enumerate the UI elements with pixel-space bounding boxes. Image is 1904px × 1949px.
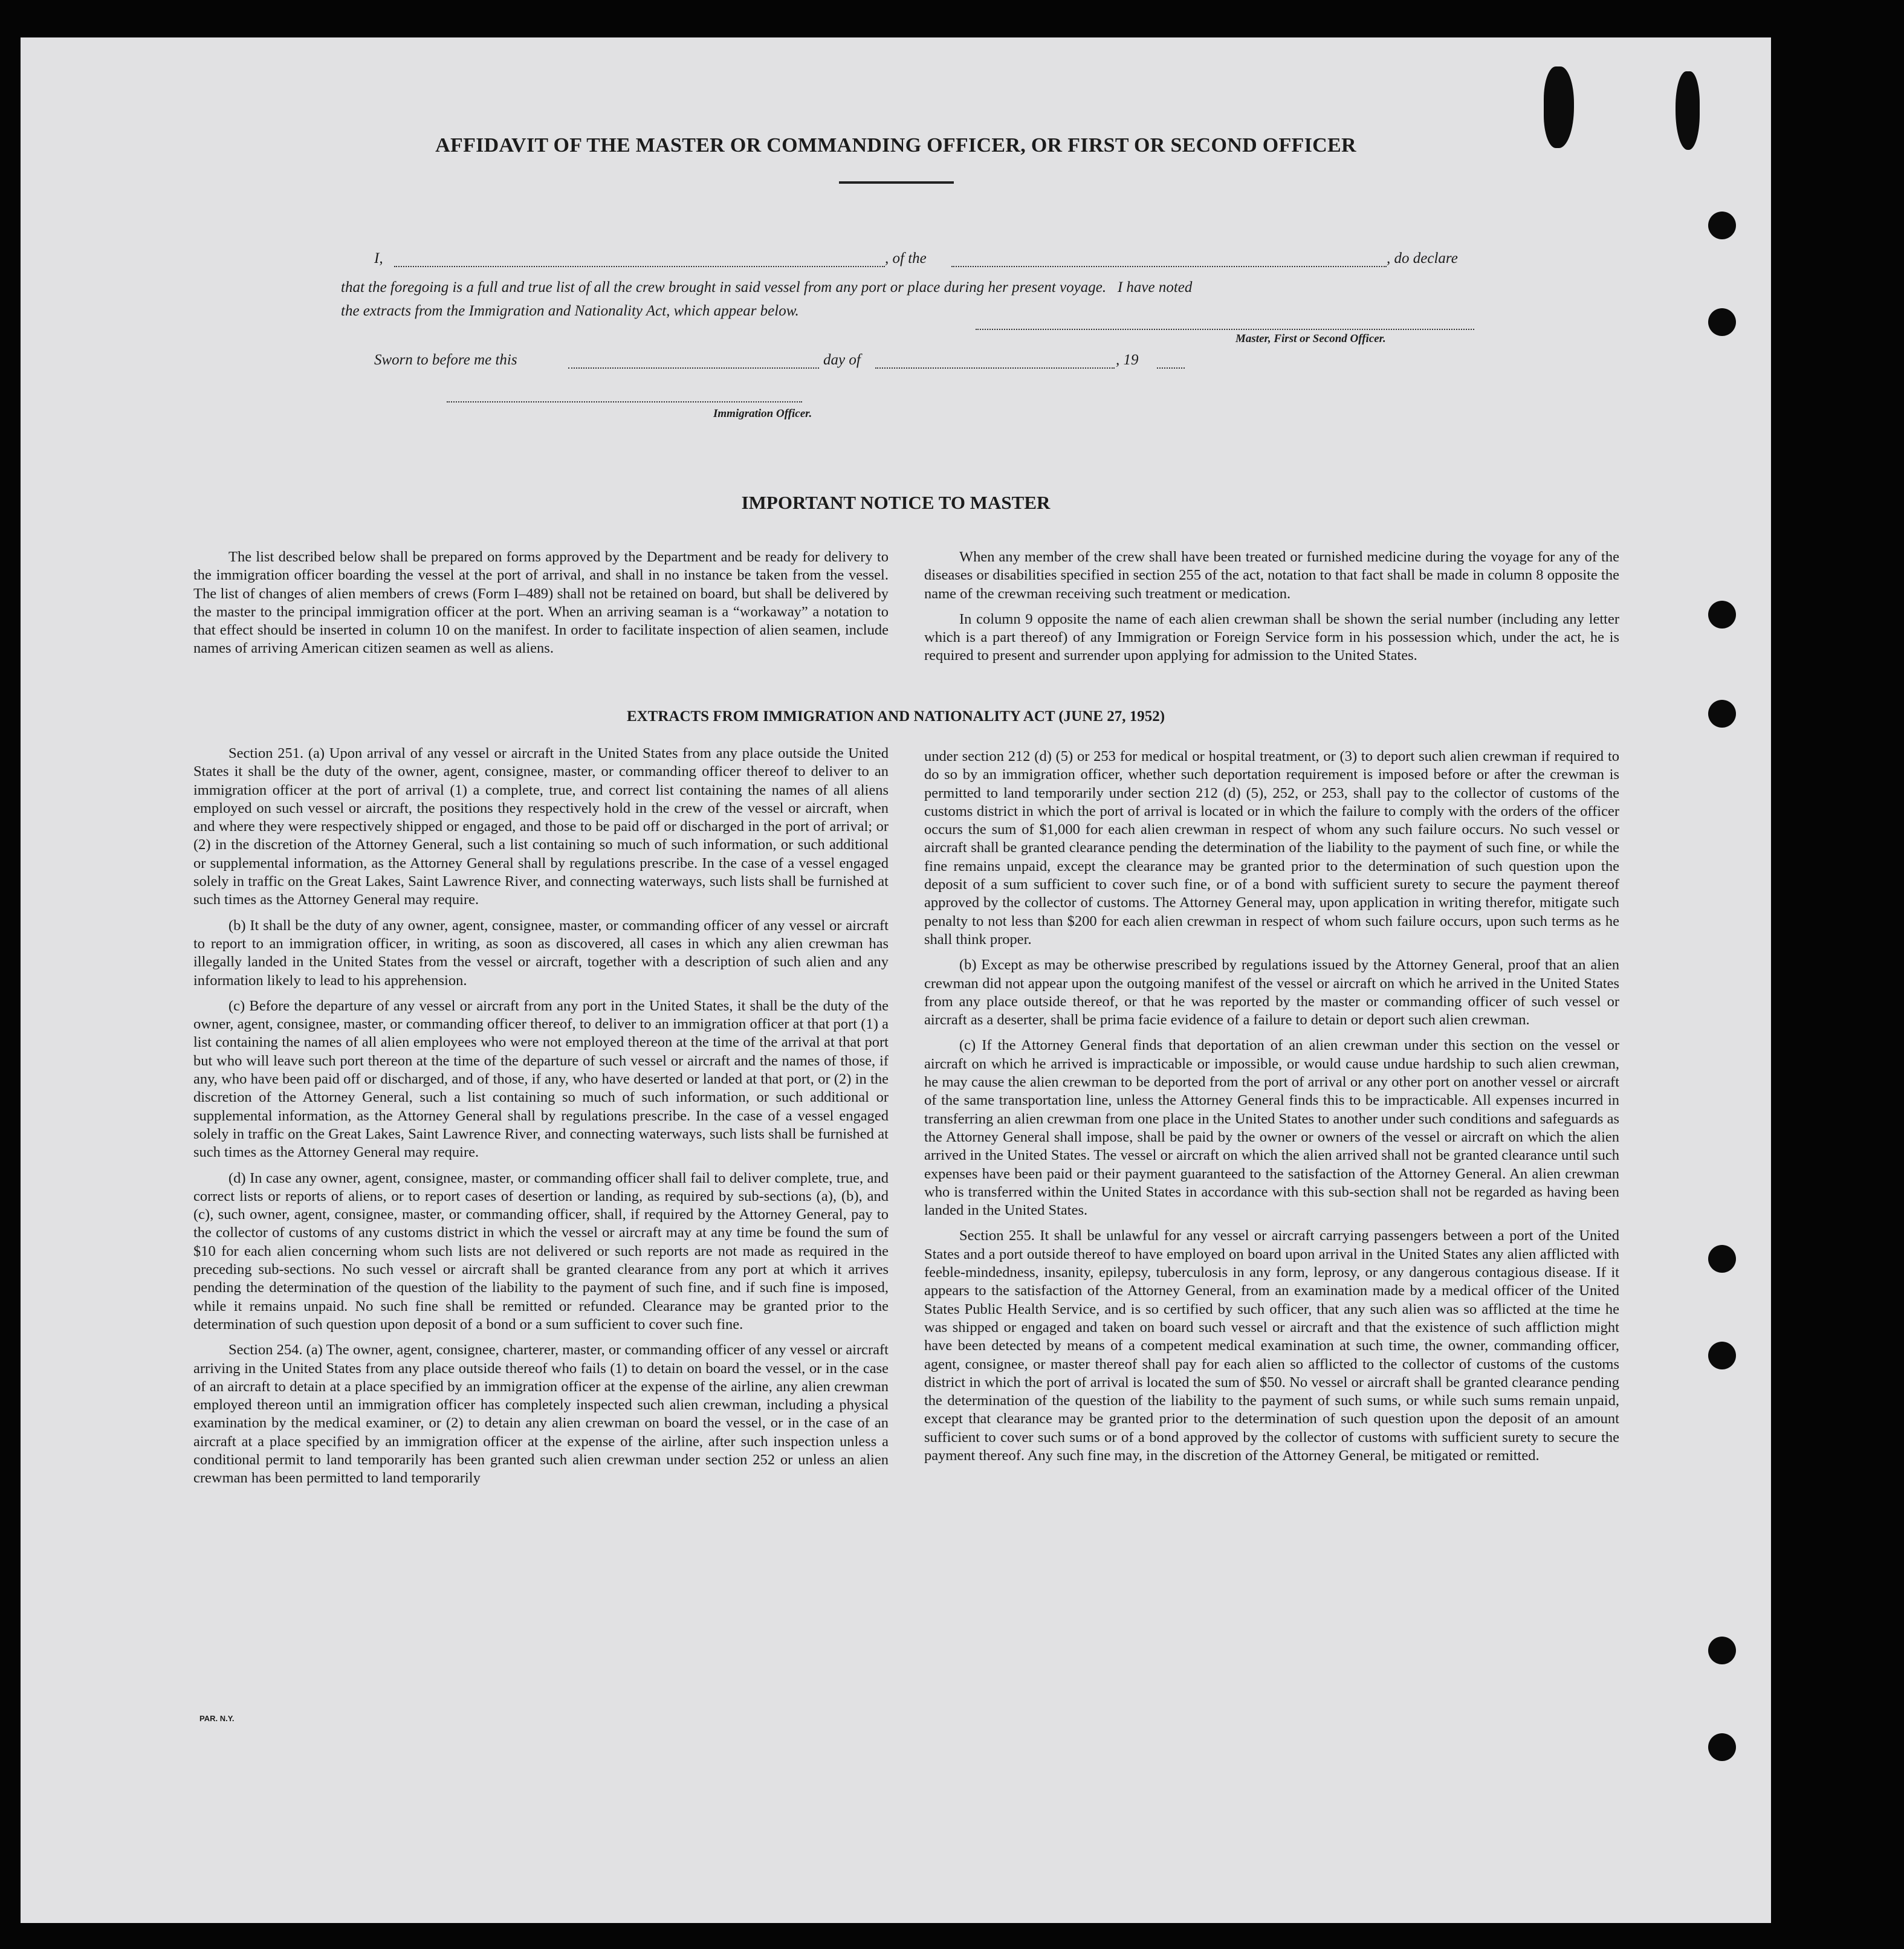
section-paragraph: (c) Before the departure of any vessel or aircraft from any port in the United States, it shall be the duty of the owner, agent, consignee, master, or commanding officer thereof, to deliver to an immigration officer at that port (1) a list containing the names of all alien employees who were not employed thereon at the time of the arrival at that port but who will leave such port thereon at the time of the departure of such vessel or aircraft and the names of those, if any, who have been paid off or discharged, and of those, if any, who have deserted or landed at that port, or (2) in the discretion of the Attorney General, such a list containing so much of such information, or such additional or supplemental information, as the Attorney General shall by regulations prescribe. In the case of a vessel engaged solely in traffic on the Great Lakes, Saint Lawrence River, and connecting waterways, such lists shall be furnished at such times as the Attorney General may require. [193, 997, 889, 1161]
binder-hole [1708, 700, 1736, 728]
affidavit-title: AFFIDAVIT OF THE MASTER OR COMMANDING OFFICER, OR FIRST OR SECOND OFFICER [435, 134, 1356, 157]
section-paragraph: (c) If the Attorney General finds that deportation of an alien crewman under this section on the vessel or aircraft on which he arrived is impracticable or impossible, or would cause undue hardship to such alien crewman, he may cause the alien crewman to be deported from the port of arrival or any other port on another vessel or aircraft of the same transportation line, unless the Attorney General finds this to be impracticable. All expenses incurred in transferring an alien crewman from one place in the United States to another under such conditions and safeguards as the Attorney General shall impose, shall be paid by the owner or owners of the vessel or aircraft on which the alien arrived in the United States. The vessel or aircraft on which the alien arrived shall not be granted clearance until such expenses have been paid or their payment guaranteed to the satisfaction of the Attorney General. An alien crewman who is transferred within the United States in accordance with this sub-section shall not be regarded as having been landed in the United States. [924, 1037, 1619, 1219]
year-blank[interactable] [1157, 367, 1185, 369]
binder-hole [1708, 1245, 1736, 1273]
binder-hole [1708, 1733, 1736, 1761]
notice-right-column [924, 548, 1619, 665]
sworn-label: Sworn to before me this [374, 352, 517, 368]
binder-hole [1708, 1342, 1736, 1369]
printer-mark: PAR. N.Y. [199, 1714, 235, 1723]
punch-mark [1676, 71, 1700, 150]
section-paragraph: Section 251. (a) Upon arrival of any vessel or aircraft in the United States from any place outside the United States it shall be the duty of the owner, agent, consignee, master, or commanding officer thereof to deliver to an immigration officer at the port of arrival (1) a complete, true, and correct list containing the names of all aliens employed on such vessel or aircraft, the positions they respectively hold in the crew of the vessel or aircraft, when and where they were respectively shipped or engaged, and those to be paid off or discharged in the port of arrival; or (2) in the discretion of the Attorney General, such a list containing so much of such information, or such additional or supplemental information, as the Attorney General shall by regulations prescribe. In the case of a vessel engaged solely in traffic on the Great Lakes, Saint Lawrence River, and connecting waterways, such lists shall be furnished at such times as the Attorney General may require. [193, 745, 889, 908]
day-of-label: day of [823, 352, 861, 368]
binder-hole [1708, 308, 1736, 336]
officer-signature-line[interactable] [447, 401, 802, 402]
day-blank[interactable] [568, 367, 819, 369]
name-blank[interactable] [394, 266, 885, 267]
i-label: I, [374, 250, 383, 267]
extracts-left-column [193, 745, 889, 1488]
binder-hole [1708, 212, 1736, 239]
title-underline [839, 181, 954, 184]
section-paragraph: Section 254. (a) The owner, agent, consignee, charterer, master, or commanding officer of any vessel or aircraft arriving in the United States from any place outside thereof who fails (1) to detain on board the vessel, or in the case of an aircraft to detain at a place specified by an immigration officer at the expense of the airline, any alien crewman employed thereon until an immigration officer has completely inspected such alien crewman, including a physical examination by the medical examiner, or (2) to detain any alien crewman on board the vessel, or in the case of an aircraft at a place specified by an immigration officer at the expense of the airline, after such inspection unless a conditional permit to land temporarily has been granted such alien crewman under section 252 or unless an alien crewman has been permitted to land temporarily [193, 1342, 889, 1487]
declare-label: , do declare [1387, 250, 1458, 267]
section-paragraph: (d) In case any owner, agent, consignee, master, or commanding officer shall fail to deliver complete, true, and correct lists or reports of aliens, or to report cases of desertion or landing, as required by sub-sections (a), (b), and (c), such owner, agent, consignee, master, or commanding officer, shall, if required by the Attorney General, pay to the collector of customs of any customs district in which the vessel or aircraft may at any time be found the sum of $10 for each alien concerning whom such lists are not delivered or such reports are not made as required in the preceding sub-sections. No such vessel or aircraft shall be granted clearance from any port at which it arrives pending the determination of the question of the liability to the payment of such fine, and if such fine is imposed, while it remains unpaid. No such fine shall be remitted or refunded. Clearance may be granted prior to the determination of such question upon deposit of a bond or a sum sufficient to cover such fine. [193, 1169, 889, 1333]
section-paragraph: under section 212 (d) (5) or 253 for medical or hospital treatment, or (3) to deport such alien crewman if required to do so by an immigration officer, whether such deportation requirement is imposed before or after the crewman is permitted to land temporarily under section 212 (d) (5), 252, or 253, shall pay to the collector of customs of the customs district in which the port of arrival is located or in which the failure to comply with the orders of the officer occurs the sum of $1,000 for each alien crewman in respect of whom any such failure occurs. No such vessel or aircraft shall be granted clearance pending the determination of the liability to the payment of such fine, or while the fine remains unpaid, except the clearance may be granted prior to the determination of such question upon the deposit of a sum sufficient to cover such fine, or of a bond with sufficient surety to secure the payment thereof approved by the collector of customs. The Attorney General may, upon application in writing therefor, mitigate such penalty to not less than $200 for each alien crewman in respect of whom such failure occurs, upon such terms as he shall think proper. [924, 748, 1619, 948]
year-label: , 19 [1116, 352, 1139, 368]
officer-caption: Immigration Officer. [713, 407, 812, 420]
vessel-blank[interactable] [951, 266, 1387, 267]
notice-left-column [193, 548, 889, 658]
of-the-label: , of the [885, 250, 927, 267]
section-paragraph: (b) It shall be the duty of any owner, agent, consignee, master, or commanding officer of any vessel or aircraft to report to an immigration officer, in writing, as soon as discovered, all cases in which any alien crewman has illegally landed in the United States from the vessel or aircraft, together with a description of such alien and any information likely to lead to his apprehension. [193, 917, 889, 989]
section-paragraph: (b) Except as may be otherwise prescribed by regulations issued by the Attorney General, proof that an alien crewman did not appear upon the outgoing manifest of the vessel or aircraft on which he arrived in the United States from any place outside thereof, or that he was reported by the master or commanding officer of such vessel or aircraft as a deserter, shall be prima facie evidence of a failure to detain or deport such alien crewman. [924, 957, 1619, 1029]
month-blank[interactable] [875, 367, 1115, 369]
document-page [21, 37, 1771, 1923]
notice-paragraph: When any member of the crew shall have been treated or furnished medicine during the voyage for any of the diseases or disabilities specified in section 255 of the act, notation to that fact shall be made in column 8 opposite the name of the crewman receiving such treatment or medication. [924, 549, 1619, 602]
section-paragraph: Section 255. It shall be unlawful for any vessel or aircraft carrying passengers between a port of the United States and a port outside thereof to have employed on board upon arrival in the United States any alien afflicted with feeble-mindedness, insanity, epilepsy, tuberculosis in any form, leprosy, or any dangerous contagious disease. If it appears to the satisfaction of the Attorney General, from an examination made by a medical officer of the United States Public Health Service, and is so certified by such officer, that any such alien was so afflicted at the time he was shipped or engaged and taken on board such vessel or aircraft and that the existence of such affliction might have been detected by means of a competent medical examination at such time, the owner, commanding officer, agent, consignee, or master thereof shall pay for each alien so afflicted to the collector of customs of the customs district in which the port of arrival is located the sum of $50. No vessel or aircraft shall be granted clearance pending the determination of the question of the liability to the payment of such sums, or while such sums remain unpaid, except that clearance may be granted prior to the determination of such question upon the deposit of an amount sufficient to cover such sums or of a bond approved by the collector of customs with sufficient surety to secure the payment thereof. Any such fine may, in the discretion of the Attorney General, be mitigated or remitted. [924, 1227, 1619, 1464]
binder-hole [1708, 601, 1736, 629]
declaration-line-2: that the foregoing is a full and true list of all the crew brought in said vessel from any port or place during her present voyage. I have noted [341, 279, 1193, 296]
binder-hole [1708, 1637, 1736, 1664]
notice-title: IMPORTANT NOTICE TO MASTER [741, 492, 1051, 513]
master-signature-line[interactable] [976, 329, 1474, 330]
notice-paragraph: The list described below shall be prepared on forms approved by the Department and be ready for delivery to the immigration officer boarding the vessel at the port of arrival, and shall in no instance be taken from the vessel. The list of changes of alien members of crews (Form I–489) shall not be retained on board, but shall be delivered by the master to the principal immigration officer at the port. When an arriving seaman is a “workaway” a notation to that effect should be inserted in column 10 on the manifest. In order to facilitate inspection of alien seamen, include names of arriving American citizen seamen as well as aliens. [193, 549, 889, 657]
notice-paragraph: In column 9 opposite the name of each alien crewman shall be shown the serial number (including any letter which is a part thereof) of any Immigration or Foreign Service form in his possession which, under the act, he is required to present and surrender upon applying for admission to the United States. [924, 610, 1619, 664]
punch-mark [1544, 66, 1574, 148]
declaration-line-3: the extracts from the Immigration and Nationality Act, which appear below. [341, 303, 799, 319]
extracts-right-column [924, 748, 1619, 1465]
master-caption: Master, First or Second Officer. [1235, 332, 1386, 345]
extracts-heading: EXTRACTS FROM IMMIGRATION AND NATIONALITY ACT (JUNE 27, 1952) [626, 708, 1165, 725]
